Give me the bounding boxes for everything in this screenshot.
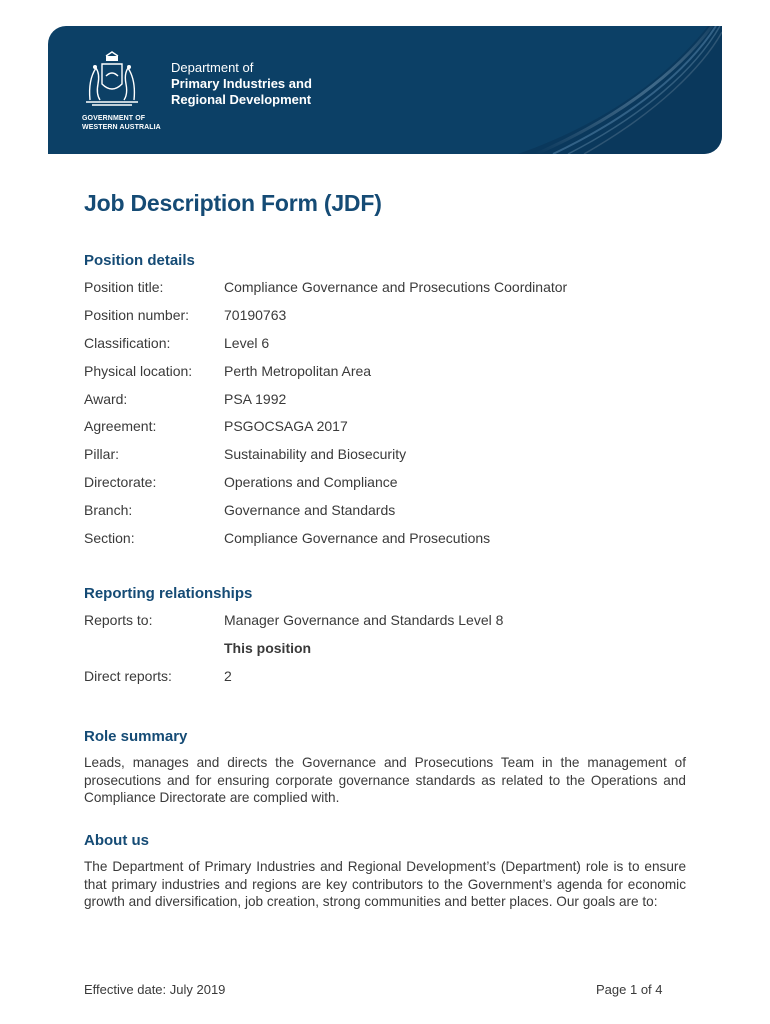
effective-date: Effective date: July 2019	[84, 982, 226, 997]
this-position-label: This position	[224, 640, 312, 656]
about-us-text: The Department of Primary Industries and Regional Development’s (Department) role is to ensure that primary industries and regions are key contributors to the Government’s agenda for economic growth and diversification, job creation, strong communities and better places. Our goals are to:	[84, 859, 686, 909]
detail-value: PSA 1992	[224, 391, 287, 407]
detail-value: 70190763	[224, 307, 287, 323]
detail-label: Physical location:	[84, 363, 193, 379]
detail-label: Position number:	[84, 307, 190, 323]
detail-value: Compliance Governance and Prosecutions Coordinator	[224, 279, 568, 295]
reports-to-label: Reports to:	[84, 612, 153, 628]
detail-label: Award:	[84, 391, 128, 407]
detail-label: Agreement:	[84, 418, 157, 434]
detail-value: Compliance Governance and Prosecutions	[224, 530, 491, 546]
detail-label: Directorate:	[84, 474, 157, 490]
banner-decoration	[48, 26, 722, 154]
role-summary-heading: Role summary	[84, 728, 188, 745]
page-number: Page 1 of 4	[596, 982, 663, 997]
detail-value: Sustainability and Biosecurity	[224, 446, 407, 462]
page-title: Job Description Form (JDF)	[84, 190, 382, 216]
detail-label: Section:	[84, 530, 135, 546]
header-banner	[48, 26, 722, 154]
government-label: GOVERNMENT OF WESTERN AUSTRALIA	[82, 115, 161, 131]
coat-of-arms-icon	[80, 50, 144, 110]
detail-label: Position title:	[84, 279, 164, 295]
direct-reports-label: Direct reports:	[84, 668, 172, 684]
detail-label: Classification:	[84, 335, 171, 351]
department-name: Department of Primary Industries and Regional Development	[171, 60, 312, 107]
direct-reports-value: 2	[224, 668, 232, 684]
detail-value: Governance and Standards	[224, 502, 396, 518]
detail-label: Branch:	[84, 502, 133, 518]
reports-to-value: Manager Governance and Standards Level 8	[224, 612, 504, 628]
position-details-heading: Position details	[84, 252, 195, 269]
detail-label: Pillar:	[84, 446, 120, 462]
detail-value: PSGOCSAGA 2017	[224, 418, 348, 434]
role-summary-text: Leads, manages and directs the Governance and Prosecutions Team in the management of prosecutions and for ensuring corporate governance standards as related to the Operations and Compliance Directorate are complied with.	[84, 755, 686, 805]
about-us-heading: About us	[84, 832, 149, 849]
reporting-heading: Reporting relationships	[84, 585, 253, 602]
detail-value: Operations and Compliance	[224, 474, 398, 490]
detail-value: Perth Metropolitan Area	[224, 363, 372, 379]
detail-value: Level 6	[224, 335, 270, 351]
